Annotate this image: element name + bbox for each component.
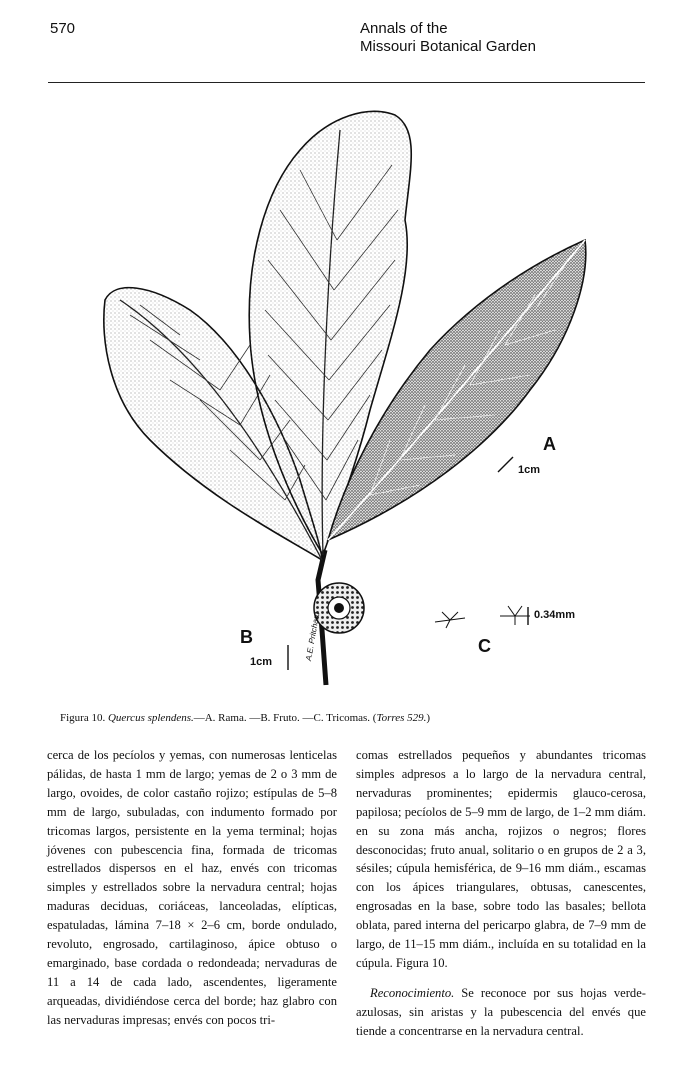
running-header bbox=[360, 20, 536, 56]
caption-close: ) bbox=[426, 712, 431, 724]
botanical-illustration bbox=[90, 100, 610, 710]
journal-title-line2: Missouri Botanical Garden bbox=[360, 38, 536, 55]
caption-voucher: Torres 529. bbox=[376, 712, 427, 724]
body-column-left bbox=[47, 746, 337, 1030]
caption-species: Quercus splendens. bbox=[107, 712, 194, 724]
caption-parts: —A. Rama. —B. Fruto. —C. Tricomas. ( bbox=[193, 712, 377, 724]
plate-label-a: A bbox=[543, 434, 556, 454]
paragraph-description-end: comas estrellados pequeños y abundantes tricomas simples adpresos a lo largo de la nervadura central, nervaduras prominentes; epidermis glauco-cerosa, papilosa; pecíolos de 5–9 mm de largo, de 1–2 mm diám. en su zona más ancha, rojizos o negros; flores desconocidas; fruto anual, solitario o en grupos de 2 a 3, sésiles; cúpula hemisférica, de 9–16 mm diám., escamas con los ápices triangulares, obtusas, canescentes, engrosadas en la base, sobre todo las basales; bellota oblata, pared interna del pericarpo glabra, de 7–9 mm de largo, de 11–15 mm diám., incluída en su totalidad en la cúpula. Figura 10. bbox=[356, 748, 646, 970]
plate-label-c: C bbox=[478, 636, 491, 656]
recognition-text: Se reconoce por sus hojas verde-azulosas, sin aristas y la pubescencia del envés que tiende a concentrarse en la nervadura central. bbox=[356, 985, 646, 1038]
paragraph-recognition bbox=[356, 984, 646, 1041]
journal-title-line1: Annals of the bbox=[360, 20, 448, 37]
figure-caption bbox=[60, 712, 650, 724]
recognition-heading: Reconocimiento. bbox=[370, 985, 455, 1000]
illustration-drawing bbox=[90, 100, 610, 710]
header-rule bbox=[48, 82, 645, 83]
plate-label-b: B bbox=[240, 627, 253, 647]
scale-bar-a bbox=[498, 457, 513, 472]
trichome-simple bbox=[500, 606, 530, 625]
artist-signature: A.E. Pritchard bbox=[304, 611, 322, 662]
scale-label-c: 0.34mm bbox=[534, 609, 575, 621]
paragraph-description-cont: cerca de los pecíolos y yemas, con numerosas lenticelas pálidas, de hasta 1 mm de largo; yemas de 2 o 3 mm de largo, ovoides, de color castaño rojizo; estípulas de 5–8 mm de largo, subuladas, con indumento formado por tricomas largos, persistente en la yema terminal; hojas jóvenes con pubescencia fina, formada de tricomas estrellados dispersos en el haz, envés con tricomas simples y estrellados sobre la nervadura central; hojas maduras deciduas, coriáceas, lanceoladas, elípticas, espatuladas, lámina 7–18 × 2–6 cm, borde ondulado, revoluto, engrosado, cartilaginoso, ápice obtuso o emarginado, base cordada o redondeada; nervaduras de 11 a 14 de cada lado, ascendentes, ligeramente arqueadas, dividiéndose cerca del borde; haz glabro con las nervaduras impresas; envés con pocos tri- bbox=[47, 748, 337, 1027]
acorn-cup bbox=[314, 583, 364, 633]
caption-lead: Figura 10. bbox=[60, 712, 106, 724]
trichome-stellate bbox=[435, 612, 465, 628]
page-number: 570 bbox=[50, 20, 76, 37]
scale-label-b: 1cm bbox=[250, 656, 273, 668]
body-column-right bbox=[356, 746, 646, 1041]
scale-label-a: 1cm bbox=[518, 464, 541, 476]
